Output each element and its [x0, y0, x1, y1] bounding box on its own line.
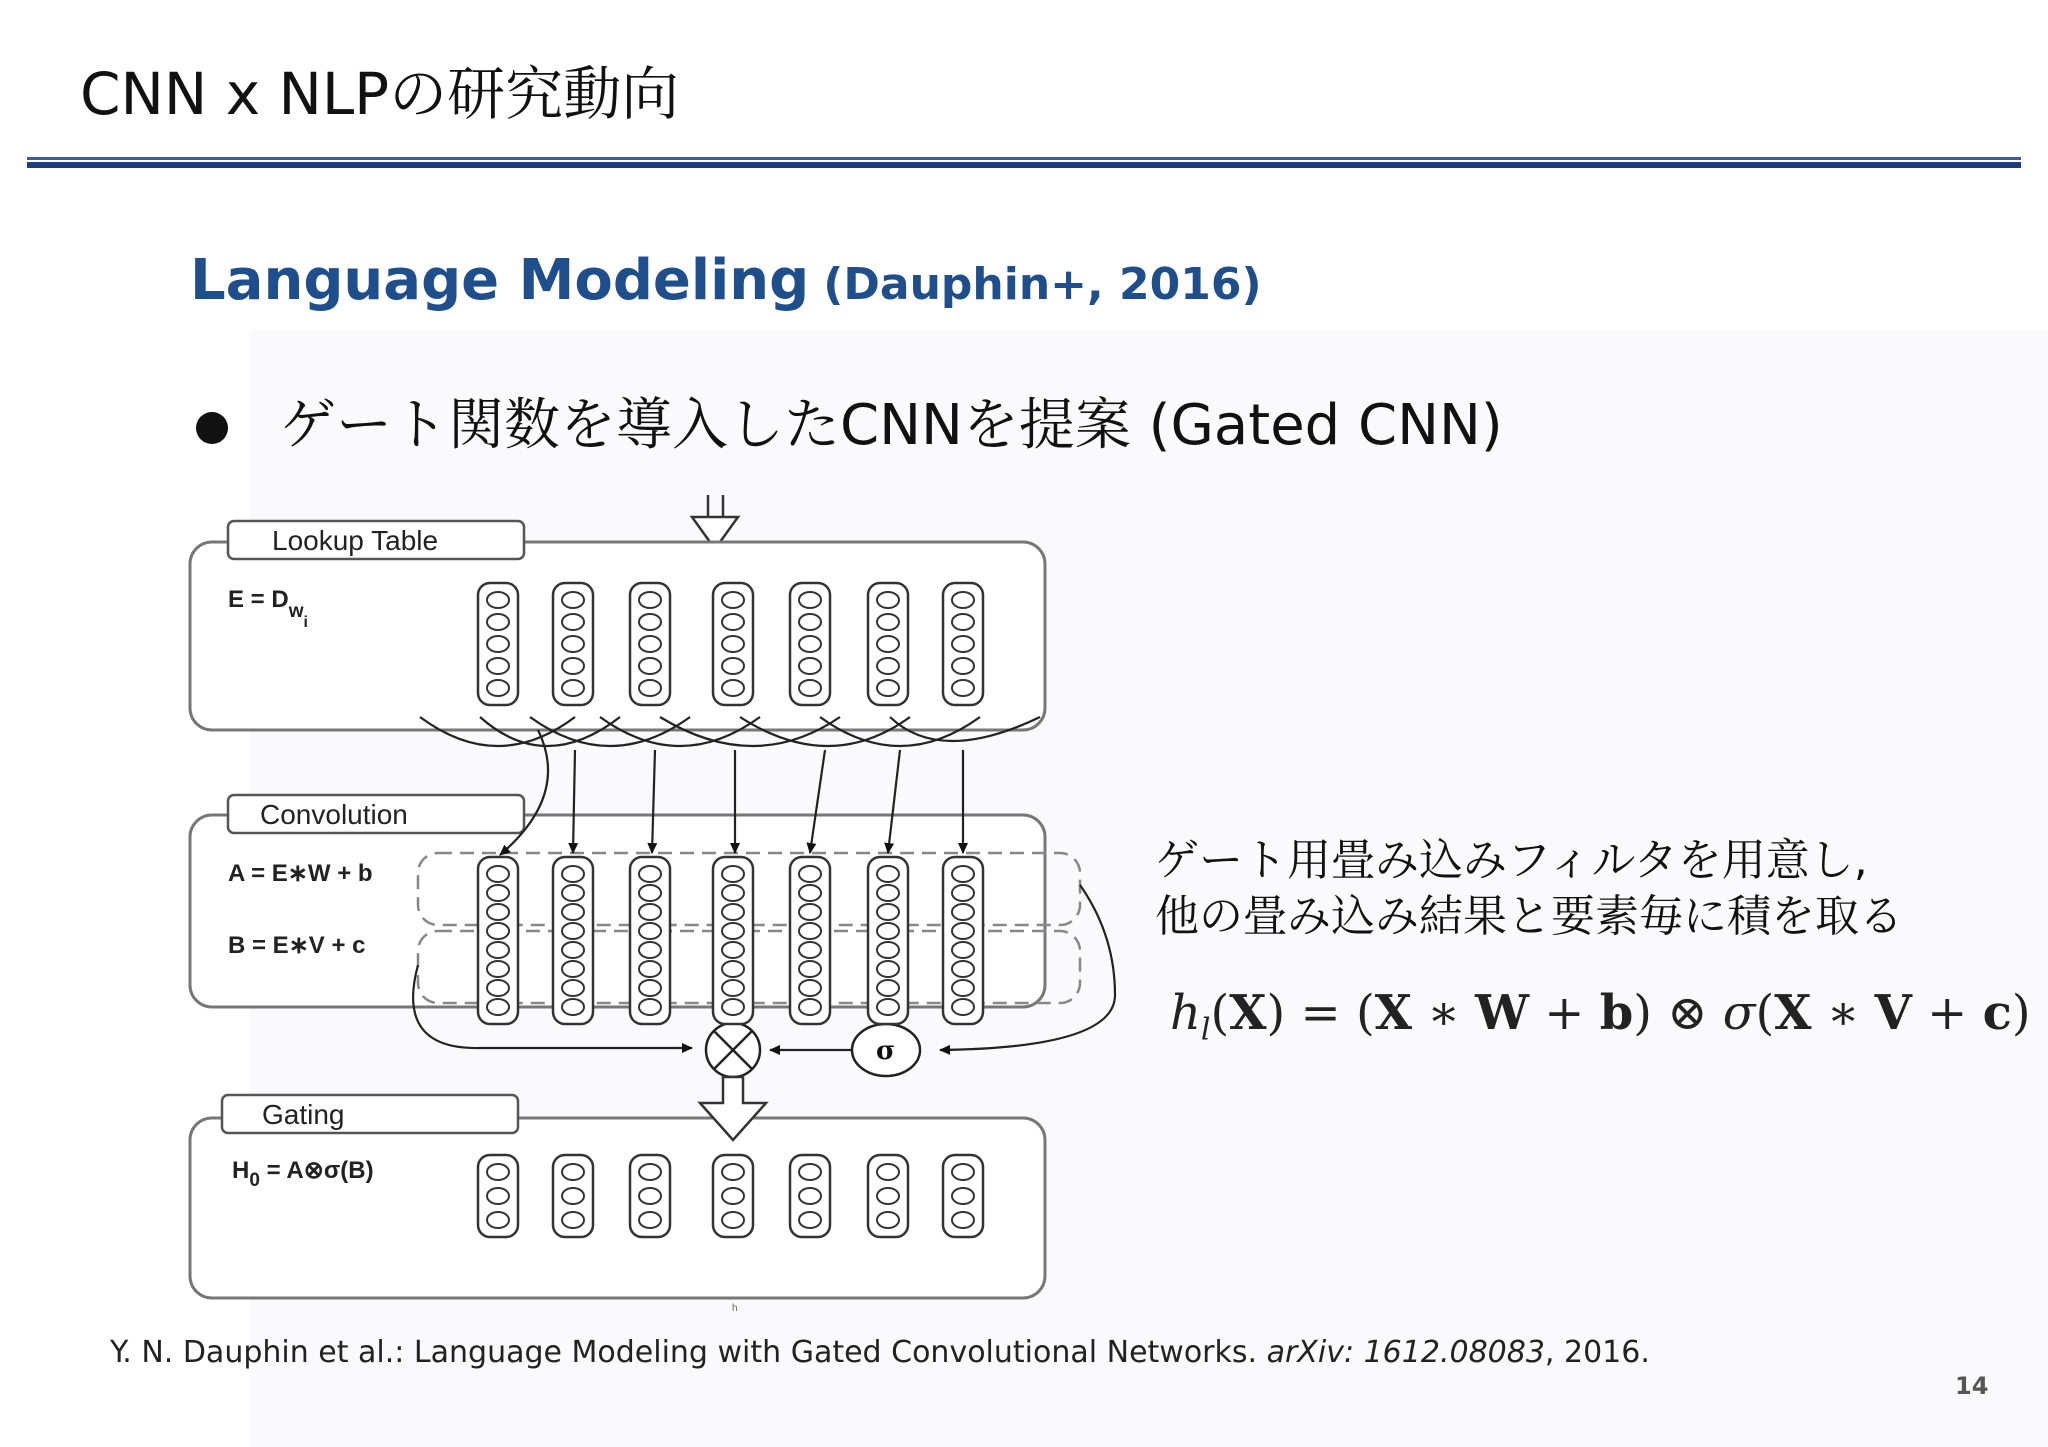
conv-neuron	[562, 885, 584, 901]
conv-neuron	[799, 923, 821, 939]
conv-neuron	[952, 923, 974, 939]
title-rule-thick	[27, 162, 2021, 168]
lookup-neuron	[952, 592, 974, 608]
gating-neuron	[722, 1212, 744, 1228]
bullet-text: ゲート関数を導入したCNNを提案 (Gated CNN)	[280, 393, 1503, 458]
lookup-neuron	[487, 658, 509, 674]
lookup-neuron	[877, 592, 899, 608]
lookup-neuron	[487, 680, 509, 696]
conv-neuron	[487, 961, 509, 977]
conv-neuron	[952, 999, 974, 1015]
conv-neuron	[877, 999, 899, 1015]
conv-neuron	[639, 961, 661, 977]
annotation-text	[1155, 833, 1903, 945]
gating-neuron	[639, 1188, 661, 1204]
gating-neuron	[799, 1212, 821, 1228]
conv-neuron	[487, 885, 509, 901]
conv-neuron	[877, 866, 899, 882]
lookup-neuron	[639, 614, 661, 630]
lookup-neuron	[562, 636, 584, 652]
section-heading-citation: (Dauphin+, 2016)	[823, 259, 1262, 310]
conv-neuron	[639, 923, 661, 939]
lookup-neuron	[639, 592, 661, 608]
conv-neuron	[877, 885, 899, 901]
conv-neuron	[562, 999, 584, 1015]
conv-neuron	[799, 980, 821, 996]
conv-neuron	[487, 999, 509, 1015]
bullet-dot-icon	[196, 412, 228, 444]
conv-neuron	[562, 961, 584, 977]
gating-neuron	[877, 1188, 899, 1204]
gating-neuron	[799, 1164, 821, 1180]
conv-neuron	[639, 980, 661, 996]
gating-neuron	[799, 1188, 821, 1204]
conv-neuron	[799, 942, 821, 958]
conv-neuron	[487, 904, 509, 920]
lookup-neuron	[799, 680, 821, 696]
gating-neuron	[487, 1188, 509, 1204]
gating-neuron	[877, 1212, 899, 1228]
conv-neuron	[877, 942, 899, 958]
reference-main: Y. N. Dauphin et al.: Language Modeling with Gated Convolutional Networks.	[110, 1335, 1258, 1370]
conv-neuron	[639, 999, 661, 1015]
reference-citation	[110, 1335, 1650, 1370]
conv-neuron	[722, 999, 744, 1015]
lookup-equation: $E = D_{wi}$	[228, 586, 308, 631]
gating-neuron	[877, 1164, 899, 1180]
gating-panel	[190, 1118, 1045, 1298]
gating-label: Gating	[262, 1099, 345, 1130]
conv-neuron	[562, 942, 584, 958]
lookup-neuron	[877, 680, 899, 696]
lookup-neuron	[562, 592, 584, 608]
lookup-table-panel	[190, 542, 1045, 730]
annotation-line-1: ゲート用畳み込みフィルタを用意し,	[1155, 835, 1868, 886]
gating-neuron	[562, 1164, 584, 1180]
conv-equation-a: A = E∗W + b	[228, 860, 373, 887]
lookup-neuron	[952, 614, 974, 630]
lookup-neuron	[952, 636, 974, 652]
reference-arxiv: arXiv: 1612.08083	[1266, 1335, 1545, 1370]
section-heading	[190, 248, 1262, 313]
conv-neuron	[639, 942, 661, 958]
lookup-neuron	[722, 680, 744, 696]
conv-neuron	[487, 980, 509, 996]
title-rule-thin	[27, 157, 2021, 160]
gating-neuron	[487, 1164, 509, 1180]
lookup-neuron	[487, 636, 509, 652]
conv-neuron	[952, 904, 974, 920]
conv-neuron	[952, 942, 974, 958]
conv-neuron	[722, 885, 744, 901]
gating-neuron	[562, 1188, 584, 1204]
conv-neuron	[722, 923, 744, 939]
lookup-neuron	[722, 658, 744, 674]
conv-neuron	[487, 942, 509, 958]
lookup-neuron	[562, 614, 584, 630]
lookup-neuron	[562, 680, 584, 696]
annotation-line-2: 他の畳み込み結果と要素毎に積を取る	[1155, 891, 1903, 942]
convolution-label: Convolution	[260, 799, 408, 830]
conv-neuron	[639, 866, 661, 882]
conv-neuron	[639, 904, 661, 920]
conv-neuron	[562, 923, 584, 939]
conv-neuron	[877, 980, 899, 996]
conv-neuron	[562, 866, 584, 882]
lookup-neuron	[952, 680, 974, 696]
gated-cnn-diagram	[180, 495, 1140, 1325]
gating-neuron	[722, 1164, 744, 1180]
conv-neuron	[799, 999, 821, 1015]
gating-equation: $H_0$ = A⊗σ(B)	[232, 1157, 374, 1191]
conv-neuron	[722, 904, 744, 920]
conv-neuron	[952, 980, 974, 996]
conv-neuron	[877, 923, 899, 939]
lookup-neuron	[722, 592, 744, 608]
slide-title: CNN x NLPの研究動向	[80, 60, 680, 128]
gating-neuron	[952, 1188, 974, 1204]
lookup-neuron	[487, 592, 509, 608]
small-footnote-mark: h	[732, 1303, 738, 1314]
reference-year: , 2016.	[1544, 1335, 1650, 1370]
gating-neuron	[722, 1188, 744, 1204]
conv-neuron	[722, 961, 744, 977]
gating-neuron	[639, 1164, 661, 1180]
conv-neuron	[562, 904, 584, 920]
lookup-table-label: Lookup Table	[272, 525, 439, 556]
conv-neuron	[877, 961, 899, 977]
gating-formula: $h_l(X) = (X$ ∗ W + b) ⊗ σ(X ∗ V + c)	[1170, 985, 2031, 1048]
conv-neuron	[952, 866, 974, 882]
gating-neuron	[487, 1212, 509, 1228]
lookup-neuron	[799, 658, 821, 674]
lookup-neuron	[877, 636, 899, 652]
lookup-neuron	[639, 680, 661, 696]
conv-neuron	[722, 866, 744, 882]
lookup-neuron	[877, 614, 899, 630]
conv-neuron	[877, 904, 899, 920]
lookup-neuron	[639, 658, 661, 674]
gating-neuron	[639, 1212, 661, 1228]
lookup-neuron	[799, 614, 821, 630]
conv-neuron	[562, 980, 584, 996]
lookup-neuron	[799, 592, 821, 608]
conv-neuron	[952, 885, 974, 901]
conv-neuron	[722, 980, 744, 996]
gating-neuron	[952, 1212, 974, 1228]
lookup-neuron	[722, 636, 744, 652]
conv-neuron	[799, 885, 821, 901]
gating-neuron	[562, 1212, 584, 1228]
conv-neuron	[639, 885, 661, 901]
conv-neuron	[799, 904, 821, 920]
lookup-neuron	[562, 658, 584, 674]
lookup-neuron	[487, 614, 509, 630]
conv-neuron	[487, 923, 509, 939]
conv-neuron	[722, 942, 744, 958]
conv-equation-b: B = E∗V + c	[228, 932, 366, 959]
conv-neuron	[487, 866, 509, 882]
conv-neuron	[952, 961, 974, 977]
page-number: 14	[1955, 1372, 1989, 1400]
conv-neuron	[799, 961, 821, 977]
lookup-neuron	[877, 658, 899, 674]
sigma-node-label: σ	[876, 1036, 896, 1066]
lookup-neuron	[952, 658, 974, 674]
lookup-neuron	[639, 636, 661, 652]
lookup-neuron	[799, 636, 821, 652]
section-heading-main: Language Modeling	[190, 248, 810, 313]
gating-neuron	[952, 1164, 974, 1180]
convolution-panel	[190, 815, 1045, 1007]
conv-neuron	[799, 866, 821, 882]
lookup-neuron	[722, 614, 744, 630]
